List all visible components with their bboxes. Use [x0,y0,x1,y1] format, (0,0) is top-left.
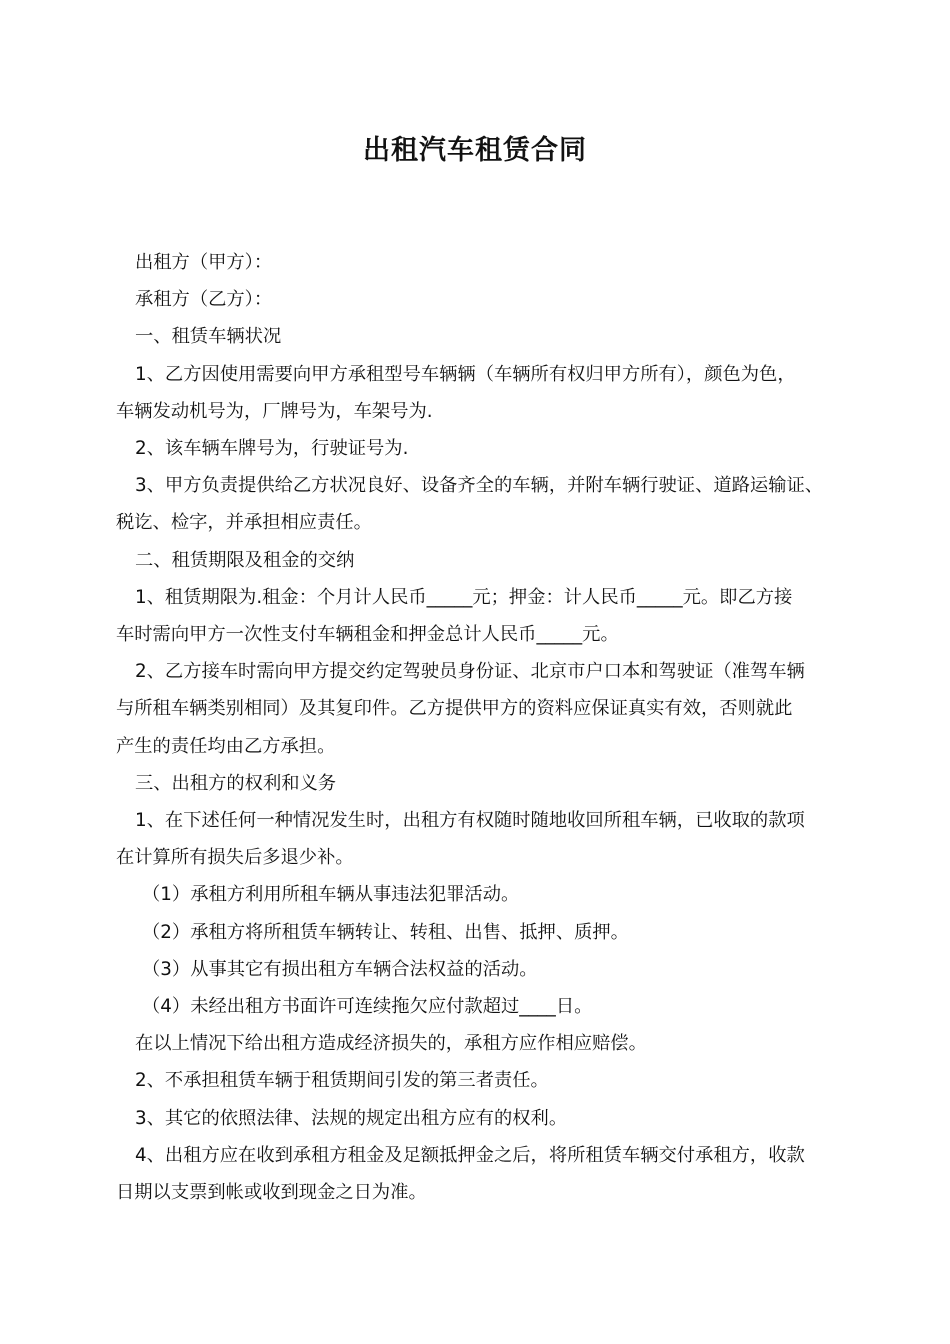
paragraph-line: 税讫、检字，并承担相应责任。 [116,512,372,534]
document-title: 出租汽车租赁合同 [363,135,587,166]
paragraph-line: 车时需向甲方一次性支付车辆租金和押金总计人民币_____元。 [116,624,619,646]
paragraph-line: 3、其它的依照法律、法规的规定出租方应有的权利。 [135,1107,568,1129]
paragraph-line: 2、不承担租赁车辆于租赁期间引发的第三者责任。 [135,1070,549,1092]
list-item: （3）从事其它有损出租方车辆合法权益的活动。 [142,958,538,980]
paragraph-line: 与所租车辆类别相同）及其复印件。乙方提供甲方的资料应保证真实有效，否则就此 [116,698,793,720]
paragraph-line: 日期以支票到帐或收到现金之日为准。 [116,1182,427,1204]
list-item: （1）承租方利用所租车辆从事违法犯罪活动。 [142,884,520,906]
section-heading: 二、租赁期限及租金的交纳 [135,549,355,571]
paragraph-line: 产生的责任均由乙方承担。 [116,735,336,757]
list-item: （2）承租方将所租赁车辆转让、转租、出售、抵押、质押。 [142,921,629,943]
section-heading: 三、出租方的权利和义务 [135,772,337,794]
document-body [116,244,850,1211]
paragraph-line: 1、乙方因使用需要向甲方承租型号车辆辆（车辆所有权归甲方所有），颜色为色， [135,363,796,385]
paragraph-line: 4、出租方应在收到承租方租金及足额抵押金之后，将所租赁车辆交付承租方，收款 [135,1144,805,1166]
party-a-line: 出租方（甲方）： [135,252,273,273]
paragraph-line: 在计算所有损失后多退少补。 [116,847,354,869]
paragraph-line: 2、乙方接车时需向甲方提交约定驾驶员身份证、北京市户口本和驾驶证（准驾车辆 [135,661,805,683]
section-heading: 一、租赁车辆状况 [135,326,282,348]
paragraph-line: 3、甲方负责提供给乙方状况良好、设备齐全的车辆，并附车辆行驶证、道路运输证、 [135,475,824,497]
list-item: （4）未经出租方书面许可连续拖欠应付款超过____日。 [142,996,593,1018]
party-b-line: 承租方（乙方）： [135,289,273,311]
paragraph-line: 车辆发动机号为，厂牌号为，车架号为. [116,400,433,422]
paragraph-line: 1、在下述任何一种情况发生时，出租方有权随时随地收回所租车辆，已收取的款项 [135,810,805,832]
paragraph-line: 1、租赁期限为.租金：个月计人民币_____元；押金：计人民币_____元。即乙方接 [135,586,793,608]
paragraph-line: 在以上情况下给出租方造成经济损失的，承租方应作相应赔偿。 [135,1033,647,1055]
paragraph-line: 2、该车辆车牌号为，行驶证号为. [135,438,409,460]
